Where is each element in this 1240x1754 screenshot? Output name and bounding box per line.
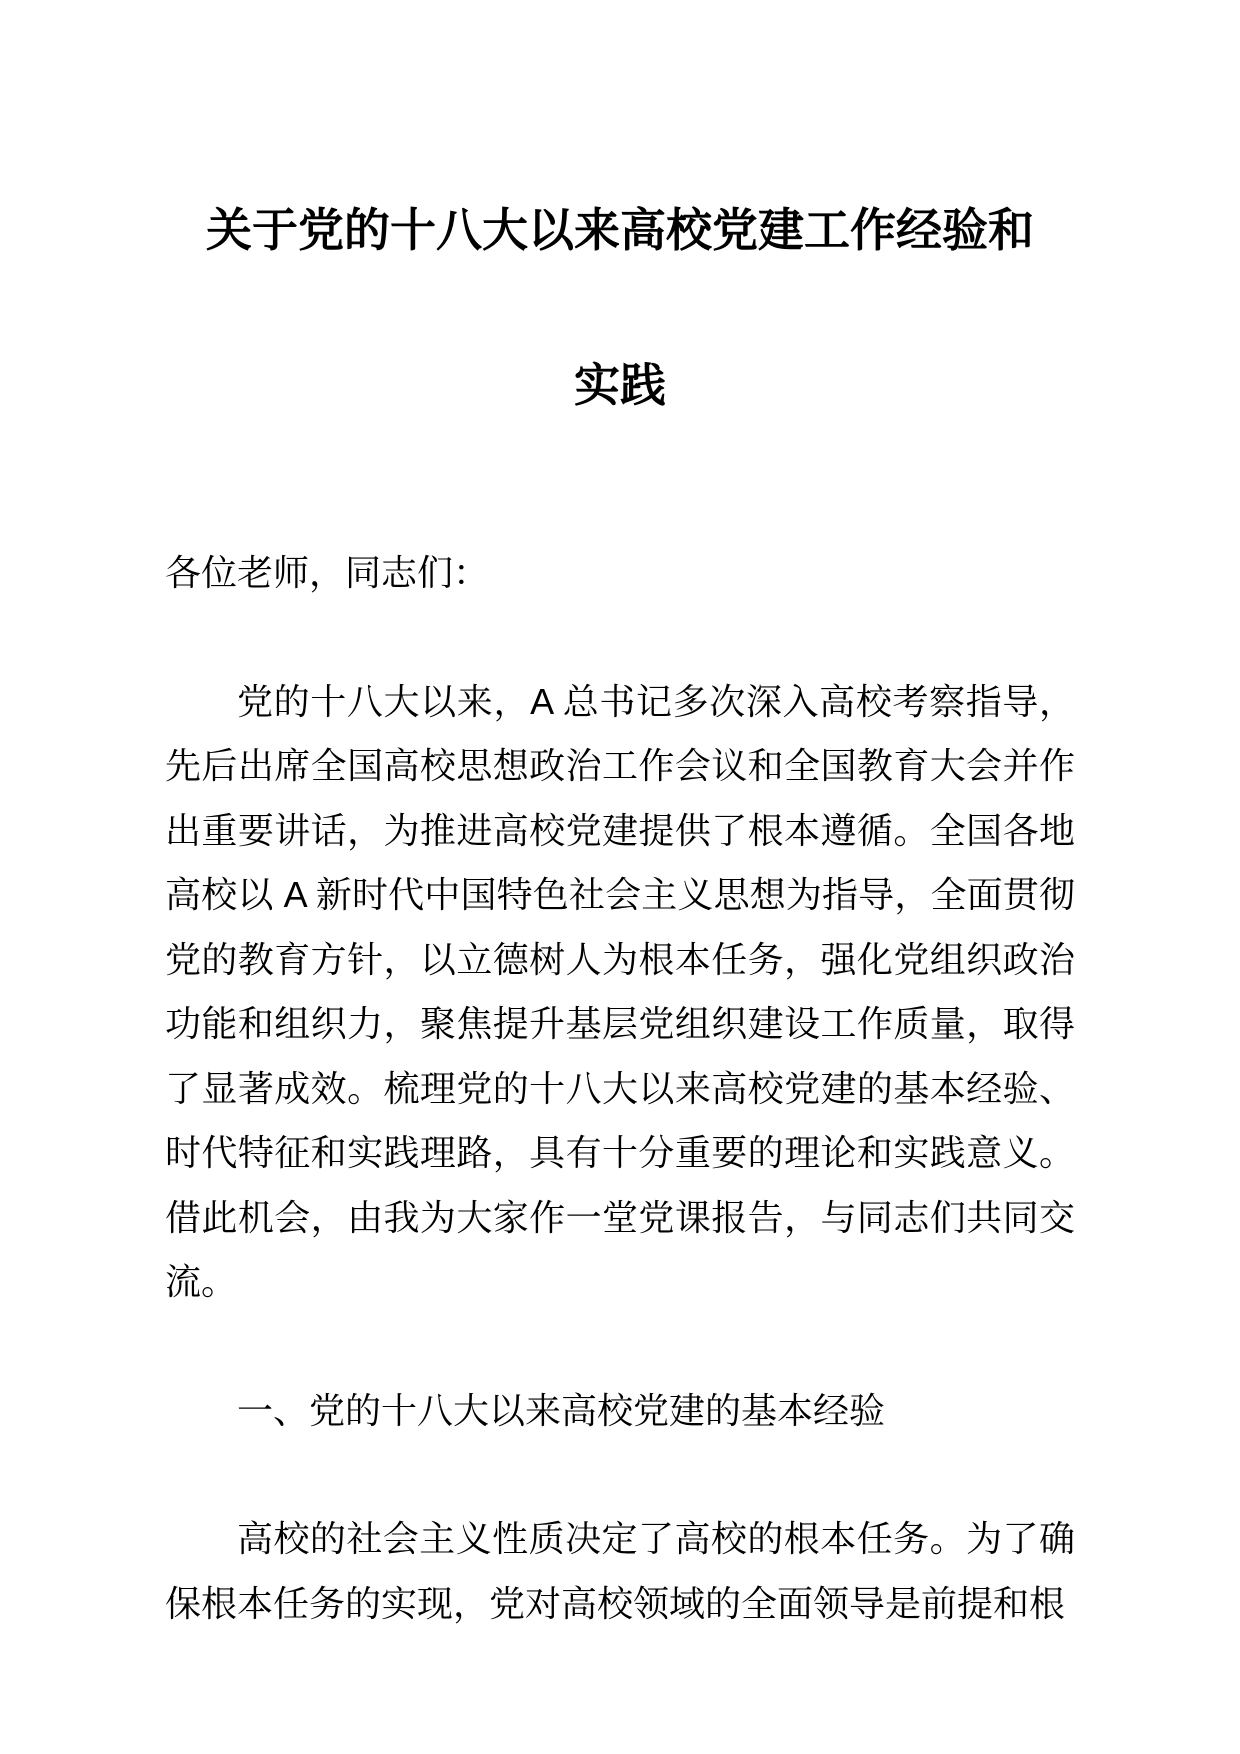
paragraph-section1: 高校的社会主义性质决定了高校的根本任务。为了确保根本任务的实现，党对高校领域的全面领导是前提和根 bbox=[165, 1518, 1075, 1624]
paragraph-intro: 党的十八大以来，A 总书记多次深入高校考察指导，先后出席全国高校思想政治工作会议和全国教育大会并作出重要讲话，为推进高校党建提供了根本遵循。全国各地高校以 A 新时代中国特色社会主义思想为指导，全面贯彻党的教育方针，以立德树人为根本任务，强化党组织政治功能和组织力，聚焦提升基层党组织建设工作质量，取得了显著成效。梳理党的十八大以来高校党建的基本经验、时代特征和实践理路，具有十分重要的理论和实践意义。借此机会，由我为大家作一堂党课报告，与同志们共同交流。 bbox=[165, 680, 1075, 1302]
salutation: 各位老师，同志们： bbox=[165, 552, 490, 593]
document-title-line-2: 实践 bbox=[574, 359, 666, 411]
document-title-line-1: 关于党的十八大以来高校党建工作经验和 bbox=[206, 204, 1034, 256]
section-heading-1: 一、党的十八大以来高校党建的基本经验 bbox=[237, 1389, 886, 1431]
document-title bbox=[165, 153, 1075, 463]
